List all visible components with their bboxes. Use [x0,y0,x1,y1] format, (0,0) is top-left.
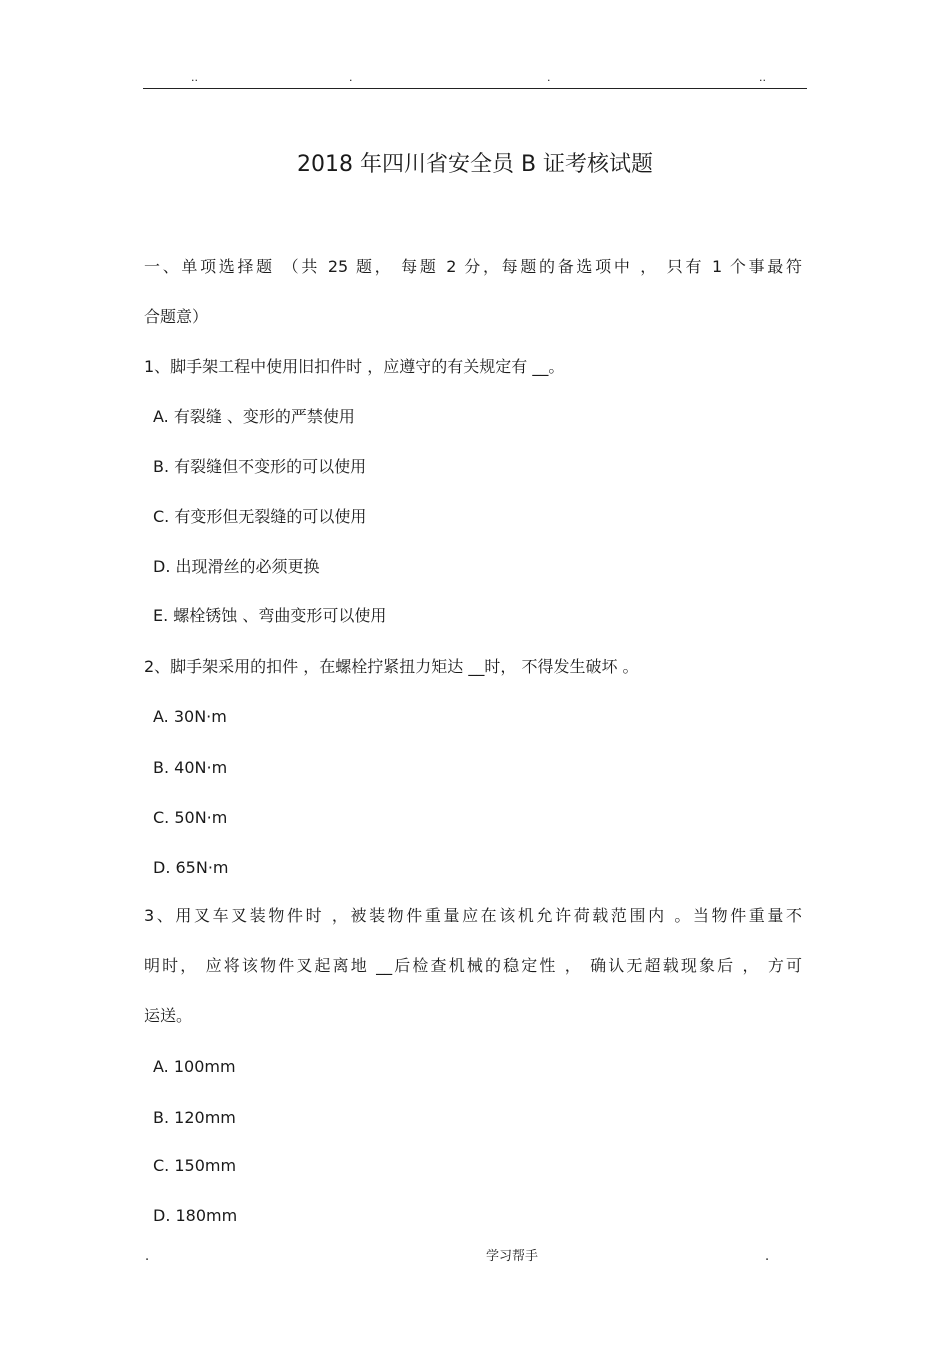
question-3-stem-line-1: 3、用叉车叉装物件时 ，被装物件重量应在该机允许荷载范围内 。当物件重量不 [144,906,802,925]
question-2-option-a: A. 30N·m [153,707,227,726]
question-2-stem: 2、脚手架采用的扣件 ，在螺栓拧紧扭力矩达 __时， 不得发生破坏 。 [144,657,639,676]
section-heading-line-1: 一、单项选择题 （共 25 题， 每题 2 分，每题的备选项中 ， 只有 1 个事最符 [144,257,802,276]
question-1-option-c: C. 有变形但无裂缝的可以使用 [153,507,367,526]
footer-mark-right: . [765,1249,770,1264]
header-mark: . [349,71,353,84]
header-mark: .. [191,71,198,84]
question-1-stem: 1、脚手架工程中使用旧扣件时 ，应遵守的有关规定有 __。 [144,357,565,376]
question-2-option-b: B. 40N·m [153,758,228,777]
question-1-option-a: A. 有裂缝 、变形的严禁使用 [153,407,355,426]
question-1-option-b: B. 有裂缝但不变形的可以使用 [153,457,367,476]
question-1-option-d: D. 出现滑丝的必须更换 [153,557,320,576]
document-title: 2018 年四川省安全员 B 证考核试题 [296,152,654,177]
page-header [143,72,807,89]
question-2-option-c: C. 50N·m [153,808,228,827]
question-3-option-c: C. 150mm [153,1156,237,1175]
question-3-option-a: A. 100mm [153,1057,236,1076]
question-3-option-d: D. 180mm [153,1206,238,1225]
header-mark: .. [759,71,766,84]
footer-mark-left: . [145,1249,150,1264]
question-3-stem-line-3: 运送。 [144,1006,193,1025]
section-heading-line-2: 合题意） [144,307,209,326]
question-3-option-b: B. 120mm [153,1108,236,1127]
question-2-option-d: D. 65N·m [153,858,229,877]
header-mark: . [547,71,551,84]
question-1-option-e: E. 螺栓锈蚀 、弯曲变形可以使用 [153,606,387,625]
footer-label: 学习帮手 [486,1249,539,1264]
question-3-stem-line-2: 明时， 应将该物件叉起离地 __后检查机械的稳定性 ， 确认无超载现象后 ， 方可 [144,956,802,975]
